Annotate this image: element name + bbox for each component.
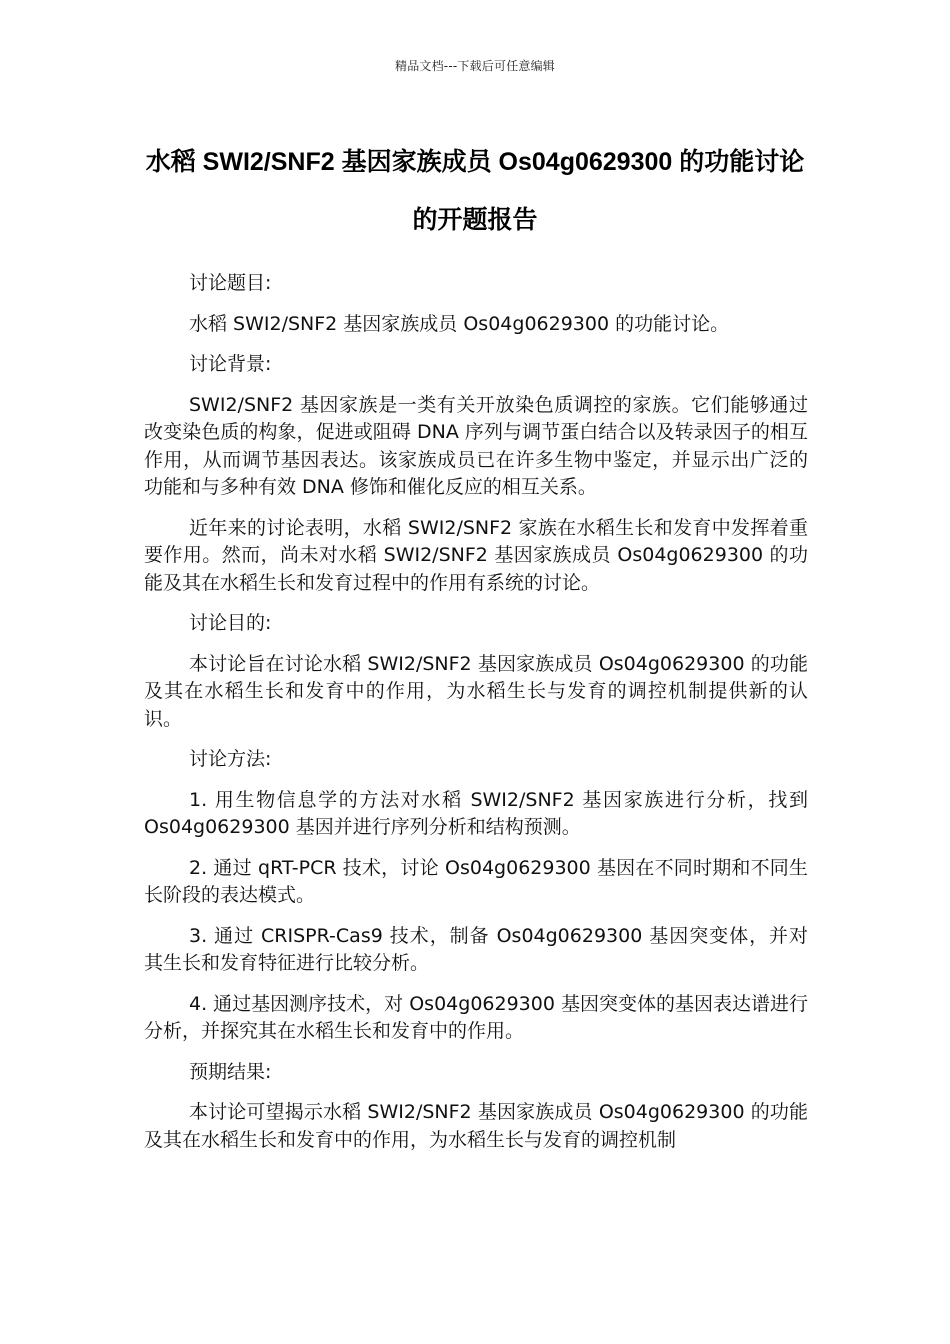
topic-text: 水稻 SWI2/SNF2 基因家族成员 Os04g0629300 的功能讨论。 xyxy=(189,312,730,335)
method-item-2: 2. 通过 qRT-PCR 技术，讨论 Os04g0629300 基因在不同时期和不同生长阶段的表达模式。 xyxy=(144,856,808,906)
section-heading-topic: 讨论题目: xyxy=(189,272,272,294)
purpose-paragraph: 本讨论旨在讨论水稻 SWI2/SNF2 基因家族成员 Os04g0629300 的功能及其在水稻生长和发育中的作用，为水稻生长与发育的调控机制提供新的认识。 xyxy=(144,652,808,730)
document-title: 水稻 SWI2/SNF2 基因家族成员 Os04g0629300 的功能讨论的开题报告 xyxy=(145,148,805,234)
section-heading-methods: 讨论方法: xyxy=(189,748,272,770)
background-paragraph-2: 近年来的讨论表明，水稻 SWI2/SNF2 家族在水稻生长和发育中发挥着重要作用。然而，尚未对水稻 SWI2/SNF2 基因家族成员 Os04g0629300 的功能及其在水稻生长和发育过程中的作用有系统的讨论。 xyxy=(144,516,808,594)
method-item-4: 4. 通过基因测序技术，对 Os04g0629300 基因突变体的基因表达谱进行分析，并探究其在水稻生长和发育中的作用。 xyxy=(144,992,808,1042)
expected-results-paragraph: 本讨论可望揭示水稻 SWI2/SNF2 基因家族成员 Os04g0629300 的功能及其在水稻生长和发育中的作用，为水稻生长与发育的调控机制 xyxy=(144,1101,808,1151)
section-heading-background: 讨论背景: xyxy=(189,353,272,375)
section-heading-purpose: 讨论目的: xyxy=(189,612,272,634)
method-item-1: 1. 用生物信息学的方法对水稻 SWI2/SNF2 基因家族进行分析，找到 Os04g0629300 基因并进行序列分析和结构预测。 xyxy=(144,788,808,838)
section-heading-expected-results: 预期结果: xyxy=(189,1060,272,1083)
background-paragraph-1: SWI2/SNF2 基因家族是一类有关开放染色质调控的家族。它们能够通过改变染色质的构象，促进或阻碍 DNA 序列与调节蛋白结合以及转录因子的相互作用，从而调节基因表达。该家族成员已在许多生物中鉴定，并显示出广泛的功能和与多种有效 DNA 修饰和催化反应的相互关系。 xyxy=(144,393,808,498)
document-body xyxy=(144,270,808,1167)
method-item-3: 3. 通过 CRISPR-Cas9 技术，制备 Os04g0629300 基因突变体，并对其生长和发育特征进行比较分析。 xyxy=(144,924,808,974)
header-note: 精品文档---下载后可任意编辑 xyxy=(395,59,555,73)
